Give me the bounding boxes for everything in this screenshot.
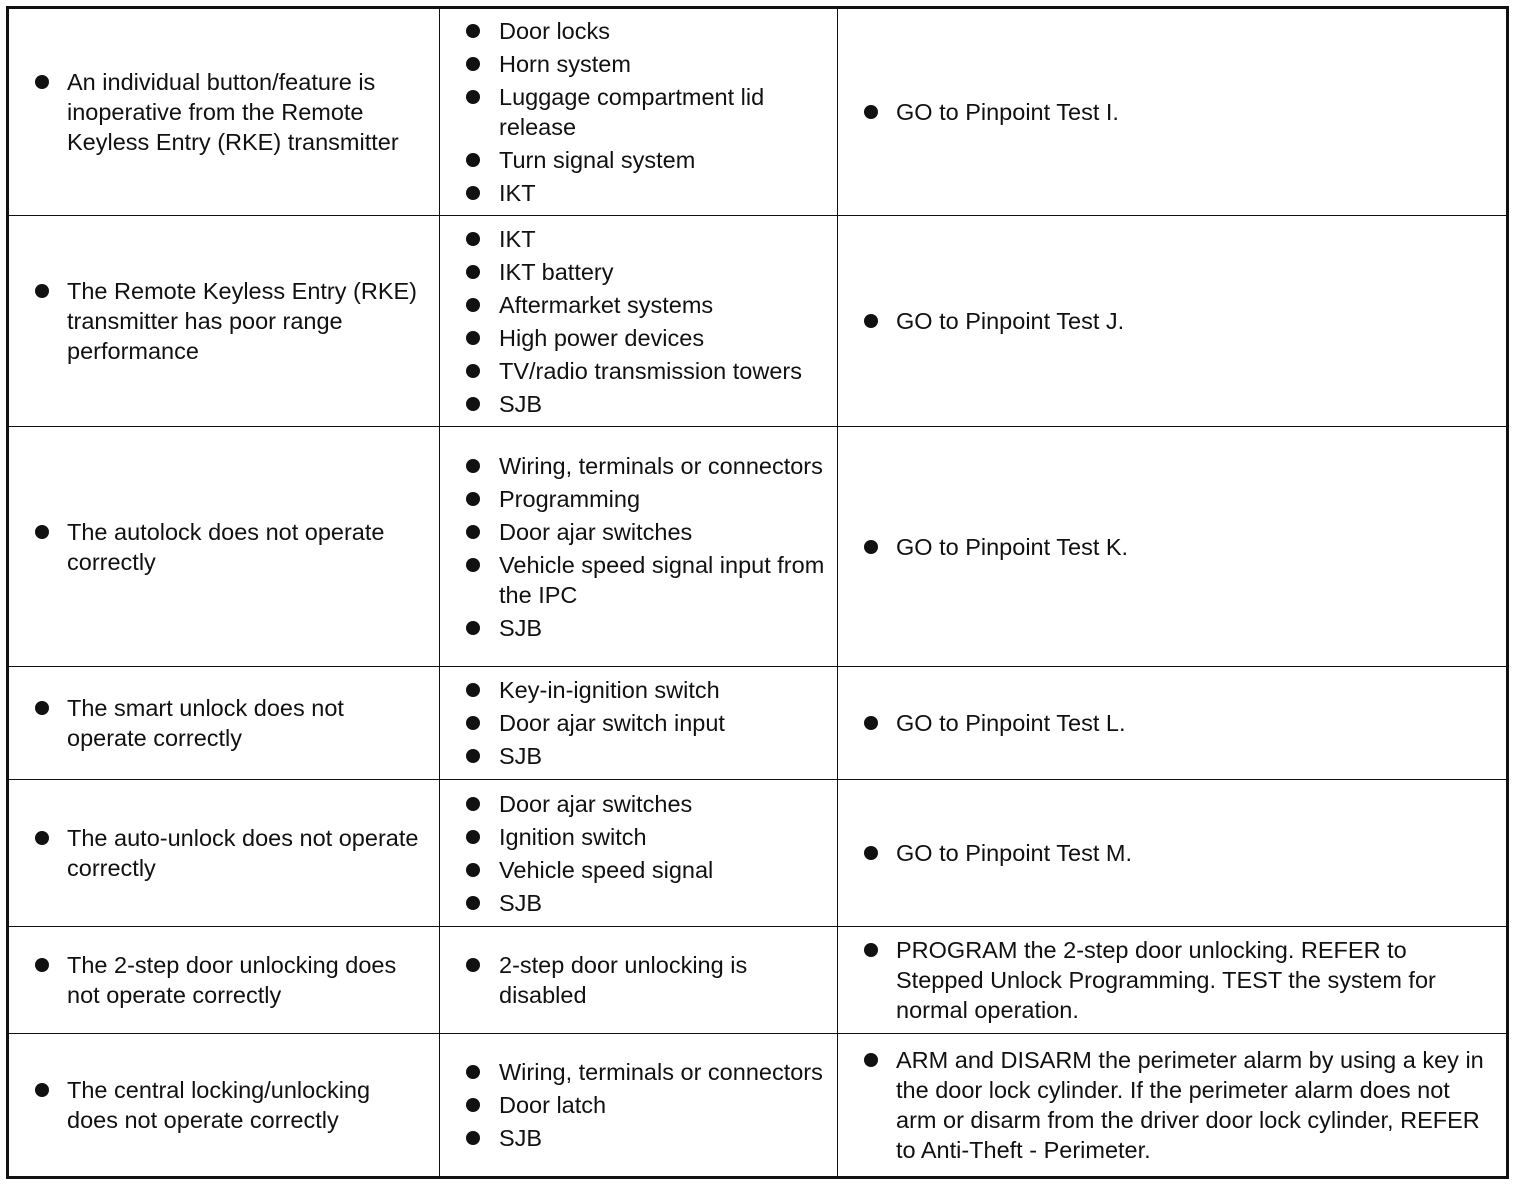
table-row bbox=[8, 1034, 1508, 1178]
source-item: SJB bbox=[466, 888, 827, 918]
table-row bbox=[8, 8, 1508, 216]
action-text: PROGRAM the 2-step door unlocking. REFER to Stepped Unlock Programming. TEST the system for normal operation. bbox=[864, 935, 1494, 1025]
possible-sources-cell bbox=[440, 927, 838, 1034]
source-item: Ignition switch bbox=[466, 822, 827, 852]
source-item: Door ajar switch input bbox=[466, 708, 827, 738]
source-item: Horn system bbox=[466, 49, 827, 79]
source-item: Wiring, terminals or connectors bbox=[466, 451, 827, 481]
table-row bbox=[8, 667, 1508, 780]
symptom-cell bbox=[8, 927, 440, 1034]
action-text: GO to Pinpoint Test K. bbox=[864, 532, 1494, 562]
action-cell bbox=[838, 667, 1508, 780]
symptom-text: An individual button/feature is inoperative from the Remote Keyless Entry (RKE) transmitter bbox=[35, 67, 427, 157]
action-text: GO to Pinpoint Test L. bbox=[864, 708, 1494, 738]
possible-sources-cell bbox=[440, 216, 838, 427]
table-row bbox=[8, 780, 1508, 927]
symptom-cell bbox=[8, 8, 440, 216]
symptom-text: The Remote Keyless Entry (RKE) transmitter has poor range performance bbox=[35, 276, 427, 366]
action-text: GO to Pinpoint Test M. bbox=[864, 838, 1494, 868]
table-row bbox=[8, 927, 1508, 1034]
possible-sources-cell bbox=[440, 667, 838, 780]
symptom-text: The central locking/unlocking does not operate correctly bbox=[35, 1075, 427, 1135]
source-item: IKT battery bbox=[466, 257, 827, 287]
symptom-text: The 2-step door unlocking does not operate correctly bbox=[35, 950, 427, 1010]
symptom-text: The autolock does not operate correctly bbox=[35, 517, 427, 577]
source-item: 2-step door unlocking is disabled bbox=[466, 950, 827, 1010]
symptom-cell bbox=[8, 1034, 440, 1178]
source-item: SJB bbox=[466, 741, 827, 771]
possible-sources-cell bbox=[440, 780, 838, 927]
action-text: GO to Pinpoint Test J. bbox=[864, 306, 1494, 336]
symptom-cell bbox=[8, 216, 440, 427]
symptom-cell bbox=[8, 780, 440, 927]
symptom-cell bbox=[8, 427, 440, 667]
symptom-text: The smart unlock does not operate correctly bbox=[35, 693, 427, 753]
source-item: Vehicle speed signal input from the IPC bbox=[466, 550, 827, 610]
diagnostic-symptom-table bbox=[6, 6, 1509, 1179]
source-item: High power devices bbox=[466, 323, 827, 353]
source-item: Luggage compartment lid release bbox=[466, 82, 827, 142]
source-item: SJB bbox=[466, 1123, 827, 1153]
symptom-text: The auto-unlock does not operate correctly bbox=[35, 823, 427, 883]
action-cell bbox=[838, 8, 1508, 216]
source-item: Door ajar switches bbox=[466, 789, 827, 819]
action-cell bbox=[838, 427, 1508, 667]
symptom-cell bbox=[8, 667, 440, 780]
action-cell bbox=[838, 1034, 1508, 1178]
source-item: Wiring, terminals or connectors bbox=[466, 1057, 827, 1087]
table-row bbox=[8, 427, 1508, 667]
source-item: Programming bbox=[466, 484, 827, 514]
action-text: ARM and DISARM the perimeter alarm by using a key in the door lock cylinder. If the perimeter alarm does not arm or disarm from the driver door lock cylinder, REFER to Anti-Theft - Perimeter. bbox=[864, 1045, 1494, 1165]
table-row bbox=[8, 216, 1508, 427]
action-cell bbox=[838, 780, 1508, 927]
source-item: Vehicle speed signal bbox=[466, 855, 827, 885]
source-item: IKT bbox=[466, 178, 827, 208]
source-item: Door ajar switches bbox=[466, 517, 827, 547]
action-cell bbox=[838, 216, 1508, 427]
source-item: Door latch bbox=[466, 1090, 827, 1120]
possible-sources-cell bbox=[440, 1034, 838, 1178]
possible-sources-cell bbox=[440, 427, 838, 667]
action-text: GO to Pinpoint Test I. bbox=[864, 97, 1494, 127]
source-item: Key-in-ignition switch bbox=[466, 675, 827, 705]
source-item: Turn signal system bbox=[466, 145, 827, 175]
source-item: SJB bbox=[466, 613, 827, 643]
source-item: Door locks bbox=[466, 16, 827, 46]
source-item: IKT bbox=[466, 224, 827, 254]
action-cell bbox=[838, 927, 1508, 1034]
source-item: TV/radio transmission towers bbox=[466, 356, 827, 386]
possible-sources-cell bbox=[440, 8, 838, 216]
source-item: SJB bbox=[466, 389, 827, 419]
source-item: Aftermarket systems bbox=[466, 290, 827, 320]
